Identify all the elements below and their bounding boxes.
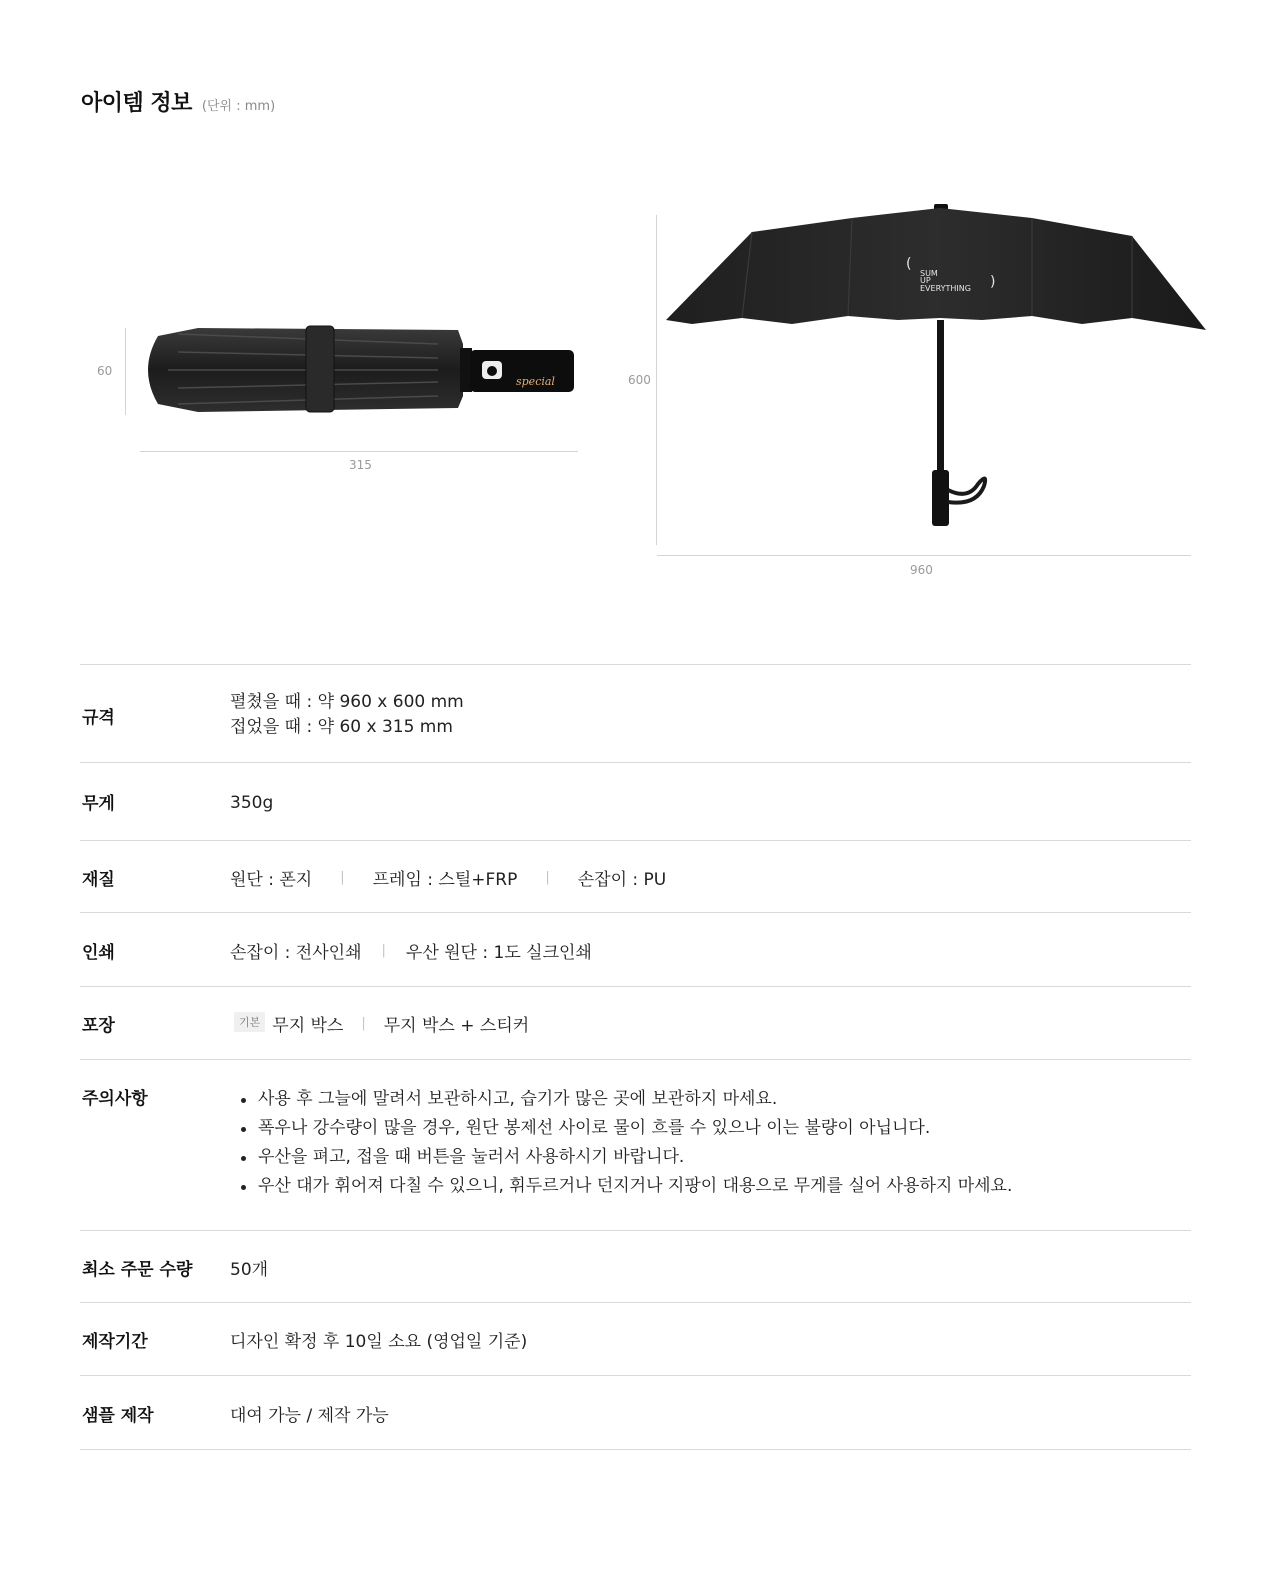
caution-item: 우산을 펴고, 접을 때 버튼을 눌러서 사용하시기 바랍니다. xyxy=(230,1143,1012,1172)
caution-item: 사용 후 그늘에 말려서 보관하시고, 습기가 많은 곳에 보관하지 마세요. xyxy=(230,1085,1012,1114)
svg-text:UP: UP xyxy=(920,276,931,285)
unit-note: (단위 : mm) xyxy=(201,99,276,114)
folded-umbrella-image xyxy=(138,322,578,418)
spec-row-sample xyxy=(80,1376,1191,1450)
folded-width-guide xyxy=(140,451,578,452)
section-heading xyxy=(81,86,275,117)
spec-value xyxy=(230,690,464,740)
packaging-box-sticker: 무지 박스 + 스티커 xyxy=(383,1016,530,1036)
separator: | xyxy=(381,943,386,958)
printing-fabric: 우산 원단 : 1도 실크인쇄 xyxy=(405,943,592,963)
size-folded: 접었을 때 : 약 60 x 315 mm xyxy=(230,717,453,737)
folded-handle-logo: special xyxy=(516,375,555,388)
spec-value xyxy=(230,938,592,963)
caution-list xyxy=(230,1085,1012,1201)
default-badge: 기본 xyxy=(234,1012,265,1032)
material-fabric: 원단 : 폰지 xyxy=(230,870,313,890)
material-handle: 손잡이 : PU xyxy=(577,870,667,890)
separator: | xyxy=(545,870,550,885)
open-height-guide xyxy=(656,215,657,545)
spec-value xyxy=(230,865,666,890)
spec-label: 인쇄 xyxy=(82,943,115,963)
spec-row-printing xyxy=(80,913,1191,987)
material-frame: 프레임 : 스틸+FRP xyxy=(372,870,518,890)
svg-text:SUM: SUM xyxy=(920,269,938,278)
spec-row-cautions xyxy=(80,1060,1191,1231)
svg-text:(: ( xyxy=(906,256,912,272)
spec-value: 350g xyxy=(230,793,274,813)
folded-height-label: 60 xyxy=(97,364,113,378)
svg-text:): ) xyxy=(990,274,996,290)
spec-value: 50개 xyxy=(230,1260,269,1280)
caution-item: 우산 대가 휘어져 다칠 수 있으니, 휘두르거나 던지거나 지팡이 대용으로 무게를 실어 사용하지 마세요. xyxy=(230,1172,1012,1201)
caution-item: 폭우나 강수량이 많을 경우, 원단 봉제선 사이로 물이 흐를 수 있으나 이는 불량이 아닙니다. xyxy=(230,1114,1012,1143)
folded-width-label: 315 xyxy=(349,458,372,472)
spec-label: 규격 xyxy=(82,708,115,728)
spec-label: 재질 xyxy=(82,870,115,890)
spec-label: 샘플 제작 xyxy=(82,1406,154,1426)
spec-row-lead-time xyxy=(80,1303,1191,1376)
spec-label: 최소 주문 수량 xyxy=(82,1260,193,1280)
svg-text:EVERYTHING: EVERYTHING xyxy=(920,284,971,293)
spec-row-moq xyxy=(80,1231,1191,1303)
section-title: 아이템 정보 xyxy=(81,91,192,116)
folded-height-guide xyxy=(125,328,126,415)
spec-row-size xyxy=(80,665,1191,763)
open-width-label: 960 xyxy=(910,563,933,577)
spec-label: 주의사항 xyxy=(82,1089,148,1109)
spec-row-material xyxy=(80,841,1191,913)
separator: | xyxy=(361,1016,366,1031)
packaging-plain-box: 무지 박스 xyxy=(272,1016,344,1036)
open-width-guide xyxy=(657,555,1191,556)
spec-value xyxy=(230,1011,529,1036)
spec-value xyxy=(230,1084,1012,1201)
size-open: 펼쳤을 때 : 약 960 x 600 mm xyxy=(230,692,464,712)
open-umbrella-image xyxy=(662,200,1210,530)
spec-table xyxy=(80,664,1191,1450)
separator: | xyxy=(340,870,345,885)
spec-label: 무게 xyxy=(82,794,115,814)
open-height-label: 600 xyxy=(628,373,651,387)
spec-value: 대여 가능 / 제작 가능 xyxy=(230,1406,389,1426)
spec-label: 제작기간 xyxy=(82,1332,148,1352)
spec-value: 디자인 확정 후 10일 소요 (영업일 기준) xyxy=(230,1332,528,1352)
spec-row-packaging xyxy=(80,987,1191,1060)
spec-row-weight xyxy=(80,763,1191,841)
printing-handle: 손잡이 : 전사인쇄 xyxy=(230,943,362,963)
spec-label: 포장 xyxy=(82,1016,115,1036)
